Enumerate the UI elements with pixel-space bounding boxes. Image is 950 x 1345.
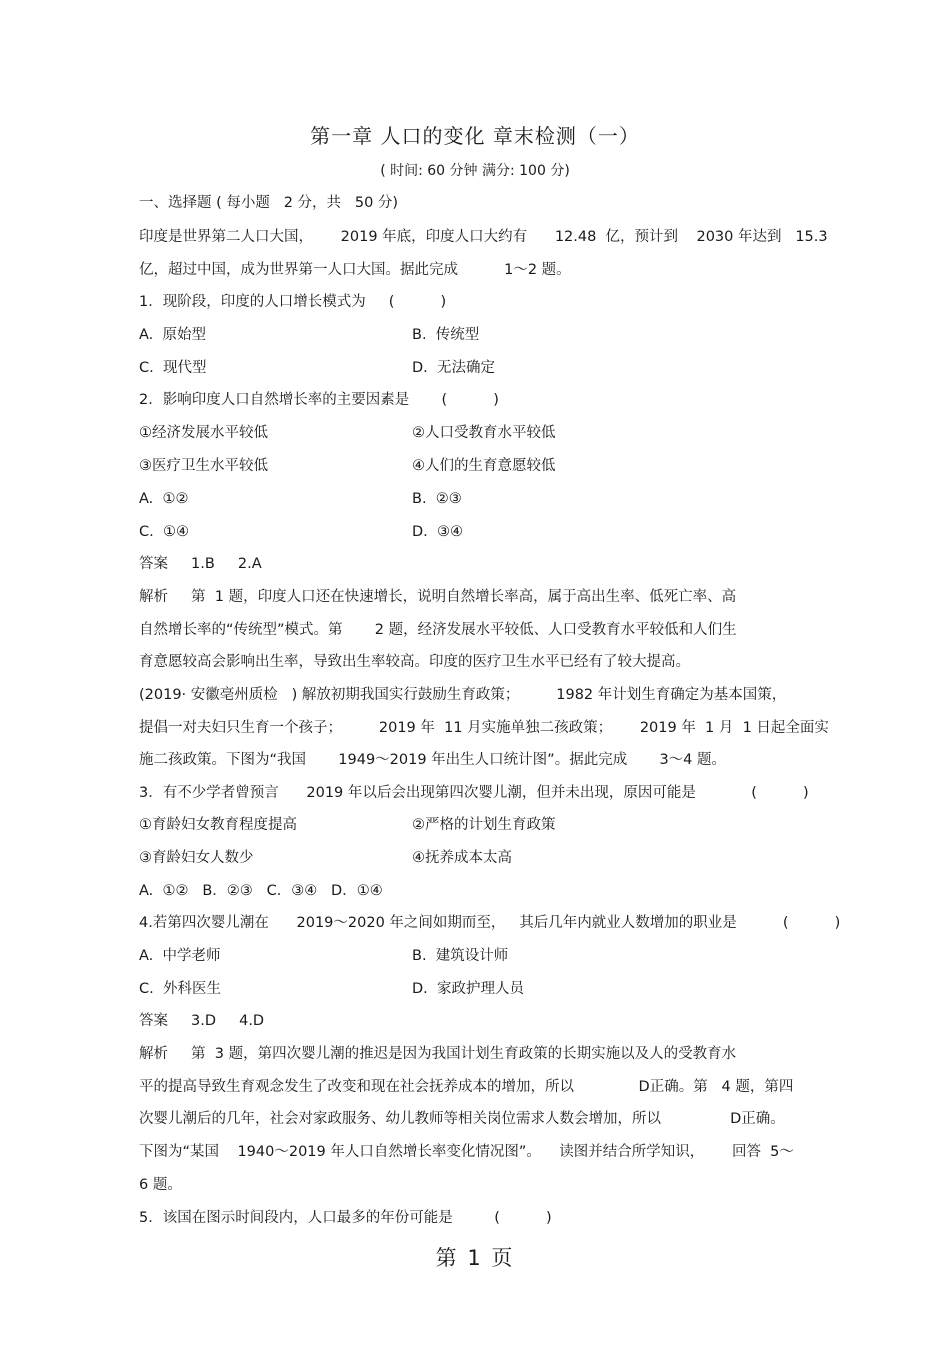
material-text: 亿，超过中国，成为世界第一人口大国。据此完成 1～2 题。 (139, 262, 571, 278)
explanation-text: 解析 第 1 题，印度人口还在快速增长，说明自然增长率高，属于高出生率、低死亡率、高 (139, 589, 737, 605)
statement-2: ②人口受教育水平较低 (412, 425, 556, 441)
option-b: B. ②③ (412, 491, 462, 507)
section-heading: 一、选择题 ( 每小题 2 分，共 50 分) (139, 195, 399, 211)
option-d: D. 家政护理人员 (412, 981, 524, 997)
option-c: C. 现代型 (139, 360, 207, 376)
option-b: B. 传统型 (412, 327, 480, 343)
question-4: 4.若第四次婴儿潮在 2019～2020 年之间如期而至， 其后几年内就业人数增加的职业是 ( ) (139, 915, 841, 931)
answer-line: 答案 1.B 2.A (139, 556, 262, 572)
option-d: D. 无法确定 (412, 360, 495, 376)
option-c: C. 外科医生 (139, 981, 221, 997)
statement-4: ④抚养成本太高 (412, 850, 512, 866)
exam-info: ( 时间: 60 分钟 满分: 100 分) (380, 163, 570, 179)
page-number: 第 1 页 (435, 1246, 515, 1270)
answer-line: 答案 3.D 4.D (139, 1013, 265, 1029)
material-text: 印度是世界第二人口大国， 2019 年底，印度人口大约有 12.48 亿，预计到 2030 年达到 15.3 (139, 229, 828, 245)
question-3: 3．有不少学者曾预言 2019 年以后会出现第四次婴儿潮，但并未出现，原因可能是 ( ) (139, 785, 809, 801)
explanation-text: 自然增长率的“传统型”模式。第 2 题，经济发展水平较低、人口受教育水平较低和人们生 (139, 622, 737, 638)
explanation-text: 解析 第 3 题，第四次婴儿潮的推迟是因为我国计划生育政策的长期实施以及人的受教育水 (139, 1046, 737, 1062)
option-a: A. 原始型 (139, 327, 206, 343)
statement-3: ③育龄妇女人数少 (139, 850, 254, 866)
question-1: 1．现阶段，印度的人口增长模式为 ( ) (139, 294, 447, 310)
statement-4: ④人们的生育意愿较低 (412, 458, 556, 474)
page-title: 第一章 人口的变化 章末检测（一） (310, 124, 640, 148)
option-a: A. 中学老师 (139, 948, 221, 964)
material-text: 提倡一对夫妇只生育一个孩子； 2019 年 11 月实施单独二孩政策； 2019 年 1 月 1 日起全面实 (139, 720, 829, 736)
statement-1: ①育龄妇女教育程度提高 (139, 817, 297, 833)
material-text: (2019· 安徽亳州质检 ) 解放初期我国实行鼓励生育政策； 1982 年计划生育确定为基本国策， (139, 687, 787, 703)
statement-1: ①经济发展水平较低 (139, 425, 268, 441)
option-b: B. 建筑设计师 (412, 948, 509, 964)
option-d: D. ③④ (412, 524, 463, 540)
options-row: A. ①② B．②③ C．③④ D．①④ (139, 883, 383, 899)
option-c: C. ①④ (139, 524, 189, 540)
explanation-text: 次婴儿潮后的几年，社会对家政服务、幼儿教师等相关岗位需求人数会增加，所以 D正确。 (139, 1111, 785, 1127)
statement-2: ②严格的计划生育政策 (412, 817, 556, 833)
option-a: A. ①② (139, 491, 189, 507)
material-text: 6 题。 (139, 1177, 182, 1193)
material-text: 施二孩政策。下图为“我国 1949～2019 年出生人口统计图”。据此完成 3～4 题。 (139, 752, 727, 768)
explanation-text: 平的提高导致生育观念发生了改变和现在社会抚养成本的增加，所以 D正确。第 4 题，第四 (139, 1079, 794, 1095)
statement-3: ③医疗卫生水平较低 (139, 458, 268, 474)
question-2: 2．影响印度人口自然增长率的主要因素是 ( ) (139, 392, 499, 408)
material-text: 下图为“某国 1940～2019 年人口自然增长率变化情况图”。 读图并结合所学知识， 回答 5～ (139, 1144, 794, 1160)
question-5: 5．该国在图示时间段内，人口最多的年份可能是 ( ) (139, 1210, 552, 1226)
explanation-text: 育意愿较高会影响出生率，导致出生率较高。印度的医疗卫生水平已经有了较大提高。 (139, 654, 690, 670)
